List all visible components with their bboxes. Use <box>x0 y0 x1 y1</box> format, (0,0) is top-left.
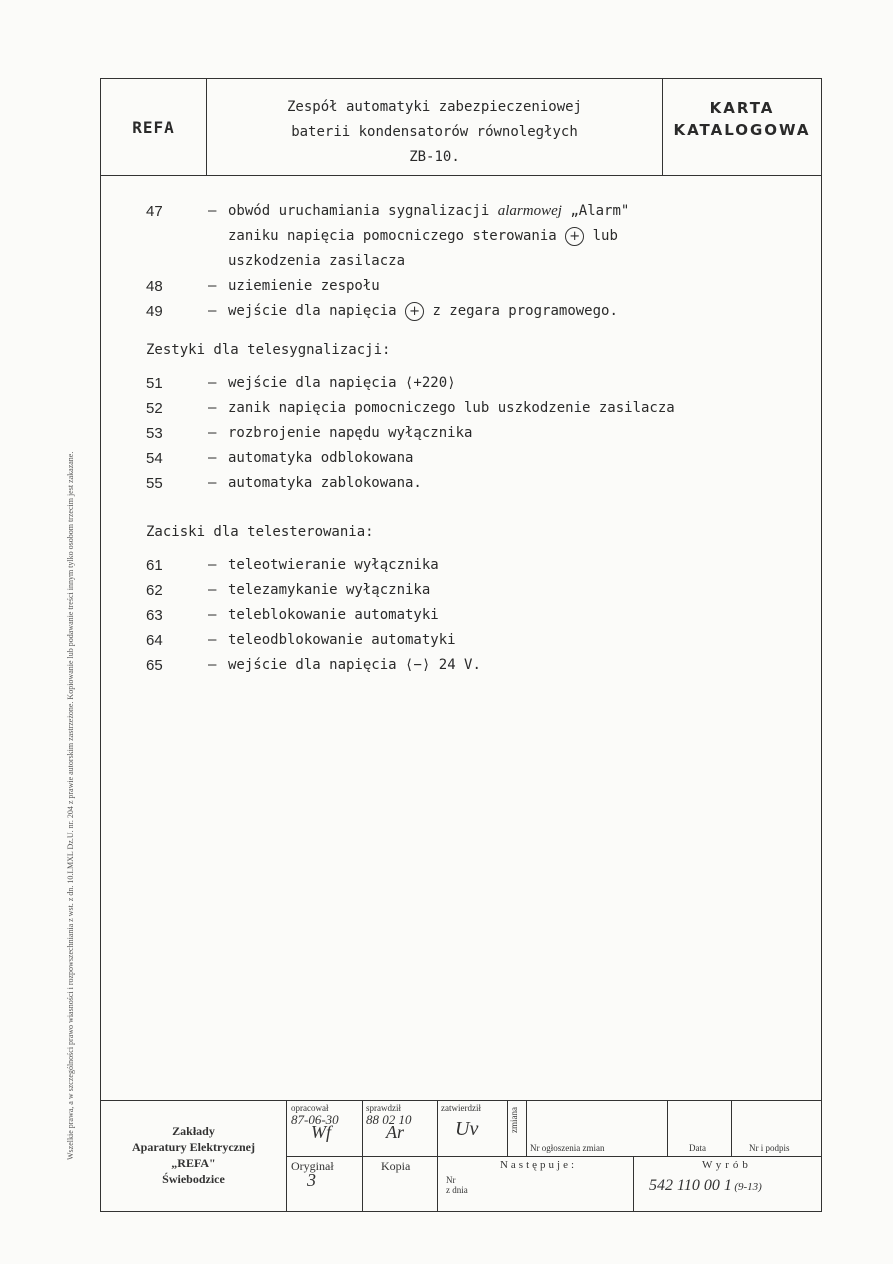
item-continuation <box>146 224 786 249</box>
item-text: rozbrojenie napędu wyłącznika <box>228 425 473 441</box>
item-text: automatyka zablokowana. <box>228 475 422 491</box>
item-text-part: obwód uruchamiania sygnalizacji <box>228 203 490 219</box>
nr-ogloszenia-label: Nr ogłoszenia zmian <box>530 1143 605 1153</box>
item-number: 51 <box>146 375 163 392</box>
wyrob-label: Wyrób <box>702 1159 752 1171</box>
list-item-48 <box>146 274 786 299</box>
divider <box>507 1101 508 1156</box>
karta-line: KATALOGOWA <box>673 121 811 139</box>
list-item-49 <box>146 299 786 324</box>
wyrob-number: 542 110 00 1 <box>649 1177 732 1194</box>
wyrob-number-line <box>637 1179 817 1194</box>
list-item-64 <box>146 628 786 653</box>
item-number: 49 <box>146 303 163 320</box>
list-item-51 <box>146 371 786 396</box>
header-title <box>207 79 663 175</box>
item-number: 54 <box>146 450 163 467</box>
item-text-part: 24 V. <box>438 657 481 673</box>
item-number: 53 <box>146 425 163 442</box>
oryginal-cell <box>291 1159 361 1190</box>
section-heading-telesterowanie: Zaciski dla telesterowania: <box>146 524 374 540</box>
content <box>146 199 786 678</box>
item-number: 52 <box>146 400 163 417</box>
oryginal-label: Oryginał <box>291 1159 334 1173</box>
kopia-label: Kopia <box>381 1159 411 1173</box>
title-line: ZB-10. <box>409 149 460 165</box>
item-number: 62 <box>146 582 163 599</box>
item-text: zanik napięcia pomocniczego lub uszkodzenie zasilacza <box>228 400 675 416</box>
wyrob-suffix: (9-13) <box>734 1181 762 1193</box>
item-number: 48 <box>146 278 163 295</box>
dash: – <box>208 657 217 673</box>
item-number: 63 <box>146 607 163 624</box>
divider <box>362 1101 363 1211</box>
company-line: Świebodzice <box>162 1172 225 1186</box>
item-number: 65 <box>146 657 163 674</box>
dash: – <box>208 303 217 319</box>
zatwierdzil-cell <box>441 1103 507 1140</box>
item-number: 64 <box>146 632 163 649</box>
nr-i-podpis-label: Nr i podpis <box>749 1143 790 1153</box>
header-logo: REFA <box>101 79 207 175</box>
header <box>101 79 821 176</box>
section-heading-telesygnalizacja: Zestyki dla telesygnalizacji: <box>146 342 391 358</box>
title-line: baterii kondensatorów równoległych <box>291 124 578 140</box>
dash: – <box>208 450 217 466</box>
minus-symbol: ⟨−⟩ <box>405 657 431 673</box>
item-text-part: „Alarm" <box>570 203 630 219</box>
catalog-card-frame <box>100 78 822 1212</box>
zatwierdzil-label: zatwierdził <box>441 1103 481 1113</box>
dash: – <box>208 278 217 294</box>
item-number: 61 <box>146 557 163 574</box>
header-karta-katalogowa <box>663 79 821 175</box>
item-text-part: wejście dla napięcia <box>228 657 397 673</box>
divider <box>633 1156 634 1211</box>
opracowal-signature: Wf <box>311 1122 331 1142</box>
list-item-55 <box>146 471 786 496</box>
list-item-47 <box>146 199 786 224</box>
dash: – <box>208 582 217 598</box>
divider <box>667 1101 668 1156</box>
item-continuation: uszkodzenia zasilacza <box>228 253 406 269</box>
company-block <box>101 1101 287 1211</box>
nastepuje-label: Następuje: <box>499 1159 578 1171</box>
copyright-side-note <box>10 120 100 1160</box>
list-item-54 <box>146 446 786 471</box>
item-text: telezamykanie wyłącznika <box>228 582 431 598</box>
item-text <box>228 653 786 678</box>
company-line: „REFA" <box>171 1156 216 1170</box>
dash: – <box>208 557 217 573</box>
item-text <box>228 299 786 324</box>
zmiana-label: zmiana <box>509 1107 519 1133</box>
nastepuje-cell <box>446 1159 631 1195</box>
title-line: Zespół automatyki zabezpieczeniowej <box>286 99 582 115</box>
list-item-61 <box>146 553 786 578</box>
copyright-text: Wszelkie prawa, a w szczególności prawo wiasności i rozpowszechniania z wst. z dn. 10.I.MXL Dz.U. nr. 204 z prawie autorskim zastrzeżone. Kopiowanie lub podawanie treści innym tylko osobom trzecim jest zakazane. <box>66 451 75 1160</box>
list-item-62 <box>146 578 786 603</box>
dash: – <box>208 425 217 441</box>
data-label: Data <box>689 1143 706 1153</box>
sprawdzil-label: sprawdził <box>366 1103 401 1113</box>
zatwierdzil-signature: Uv <box>455 1118 479 1140</box>
dash: – <box>208 475 217 491</box>
item-text: wejście dla napięcia ⟨+220⟩ <box>228 375 456 391</box>
plus-circle-icon: + <box>405 302 424 321</box>
item-text <box>228 199 786 224</box>
sprawdzil-cell <box>366 1103 436 1142</box>
divider <box>287 1156 821 1157</box>
divider <box>731 1101 732 1156</box>
item-text: teleblokowanie automatyki <box>228 607 439 623</box>
item-number: 55 <box>146 475 163 492</box>
divider <box>437 1101 438 1211</box>
dash: – <box>208 400 217 416</box>
wyrob-cell <box>637 1159 817 1194</box>
opracowal-date: 87-06-30 <box>291 1112 339 1127</box>
list-item-65 <box>146 653 786 678</box>
minus-sign: − <box>413 657 422 673</box>
item-text: uziemienie zespołu <box>228 278 380 294</box>
sprawdzil-date: 88 02 10 <box>366 1112 412 1127</box>
oryginal-value: 3 <box>307 1170 316 1190</box>
karta-line: KARTA <box>709 99 775 117</box>
item-text-part: z zegara programowego. <box>432 303 618 319</box>
item-text-part: lub <box>592 228 618 244</box>
dash: – <box>208 375 217 391</box>
divider <box>526 1101 527 1156</box>
item-text: automatyka odblokowana <box>228 450 414 466</box>
opracowal-label: opracował <box>291 1103 329 1113</box>
list-item-63 <box>146 603 786 628</box>
footer-title-block <box>101 1100 821 1211</box>
item-number: 47 <box>146 203 163 220</box>
company-line: Zakłady <box>172 1124 215 1138</box>
item-text-part: zaniku napięcia pomocniczego sterowania <box>228 228 557 244</box>
item-text: teleotwieranie wyłącznika <box>228 557 439 573</box>
opracowal-cell <box>291 1103 361 1142</box>
item-text-part: wejście dla napięcia <box>228 303 397 319</box>
dash: – <box>208 203 217 219</box>
plus-circle-icon: + <box>565 227 584 246</box>
dash: – <box>208 607 217 623</box>
dash: – <box>208 632 217 648</box>
company-line: Aparatury Elektrycznej <box>132 1140 255 1154</box>
z-dnia-label: z dnia <box>446 1185 468 1195</box>
item-text: teleodblokowanie automatyki <box>228 632 456 648</box>
nr-label: Nr <box>446 1175 456 1185</box>
handwritten-insert: alarmowej <box>497 203 562 219</box>
list-item-53 <box>146 421 786 446</box>
sprawdzil-signature: Ar <box>386 1122 404 1142</box>
list-item-52 <box>146 396 786 421</box>
